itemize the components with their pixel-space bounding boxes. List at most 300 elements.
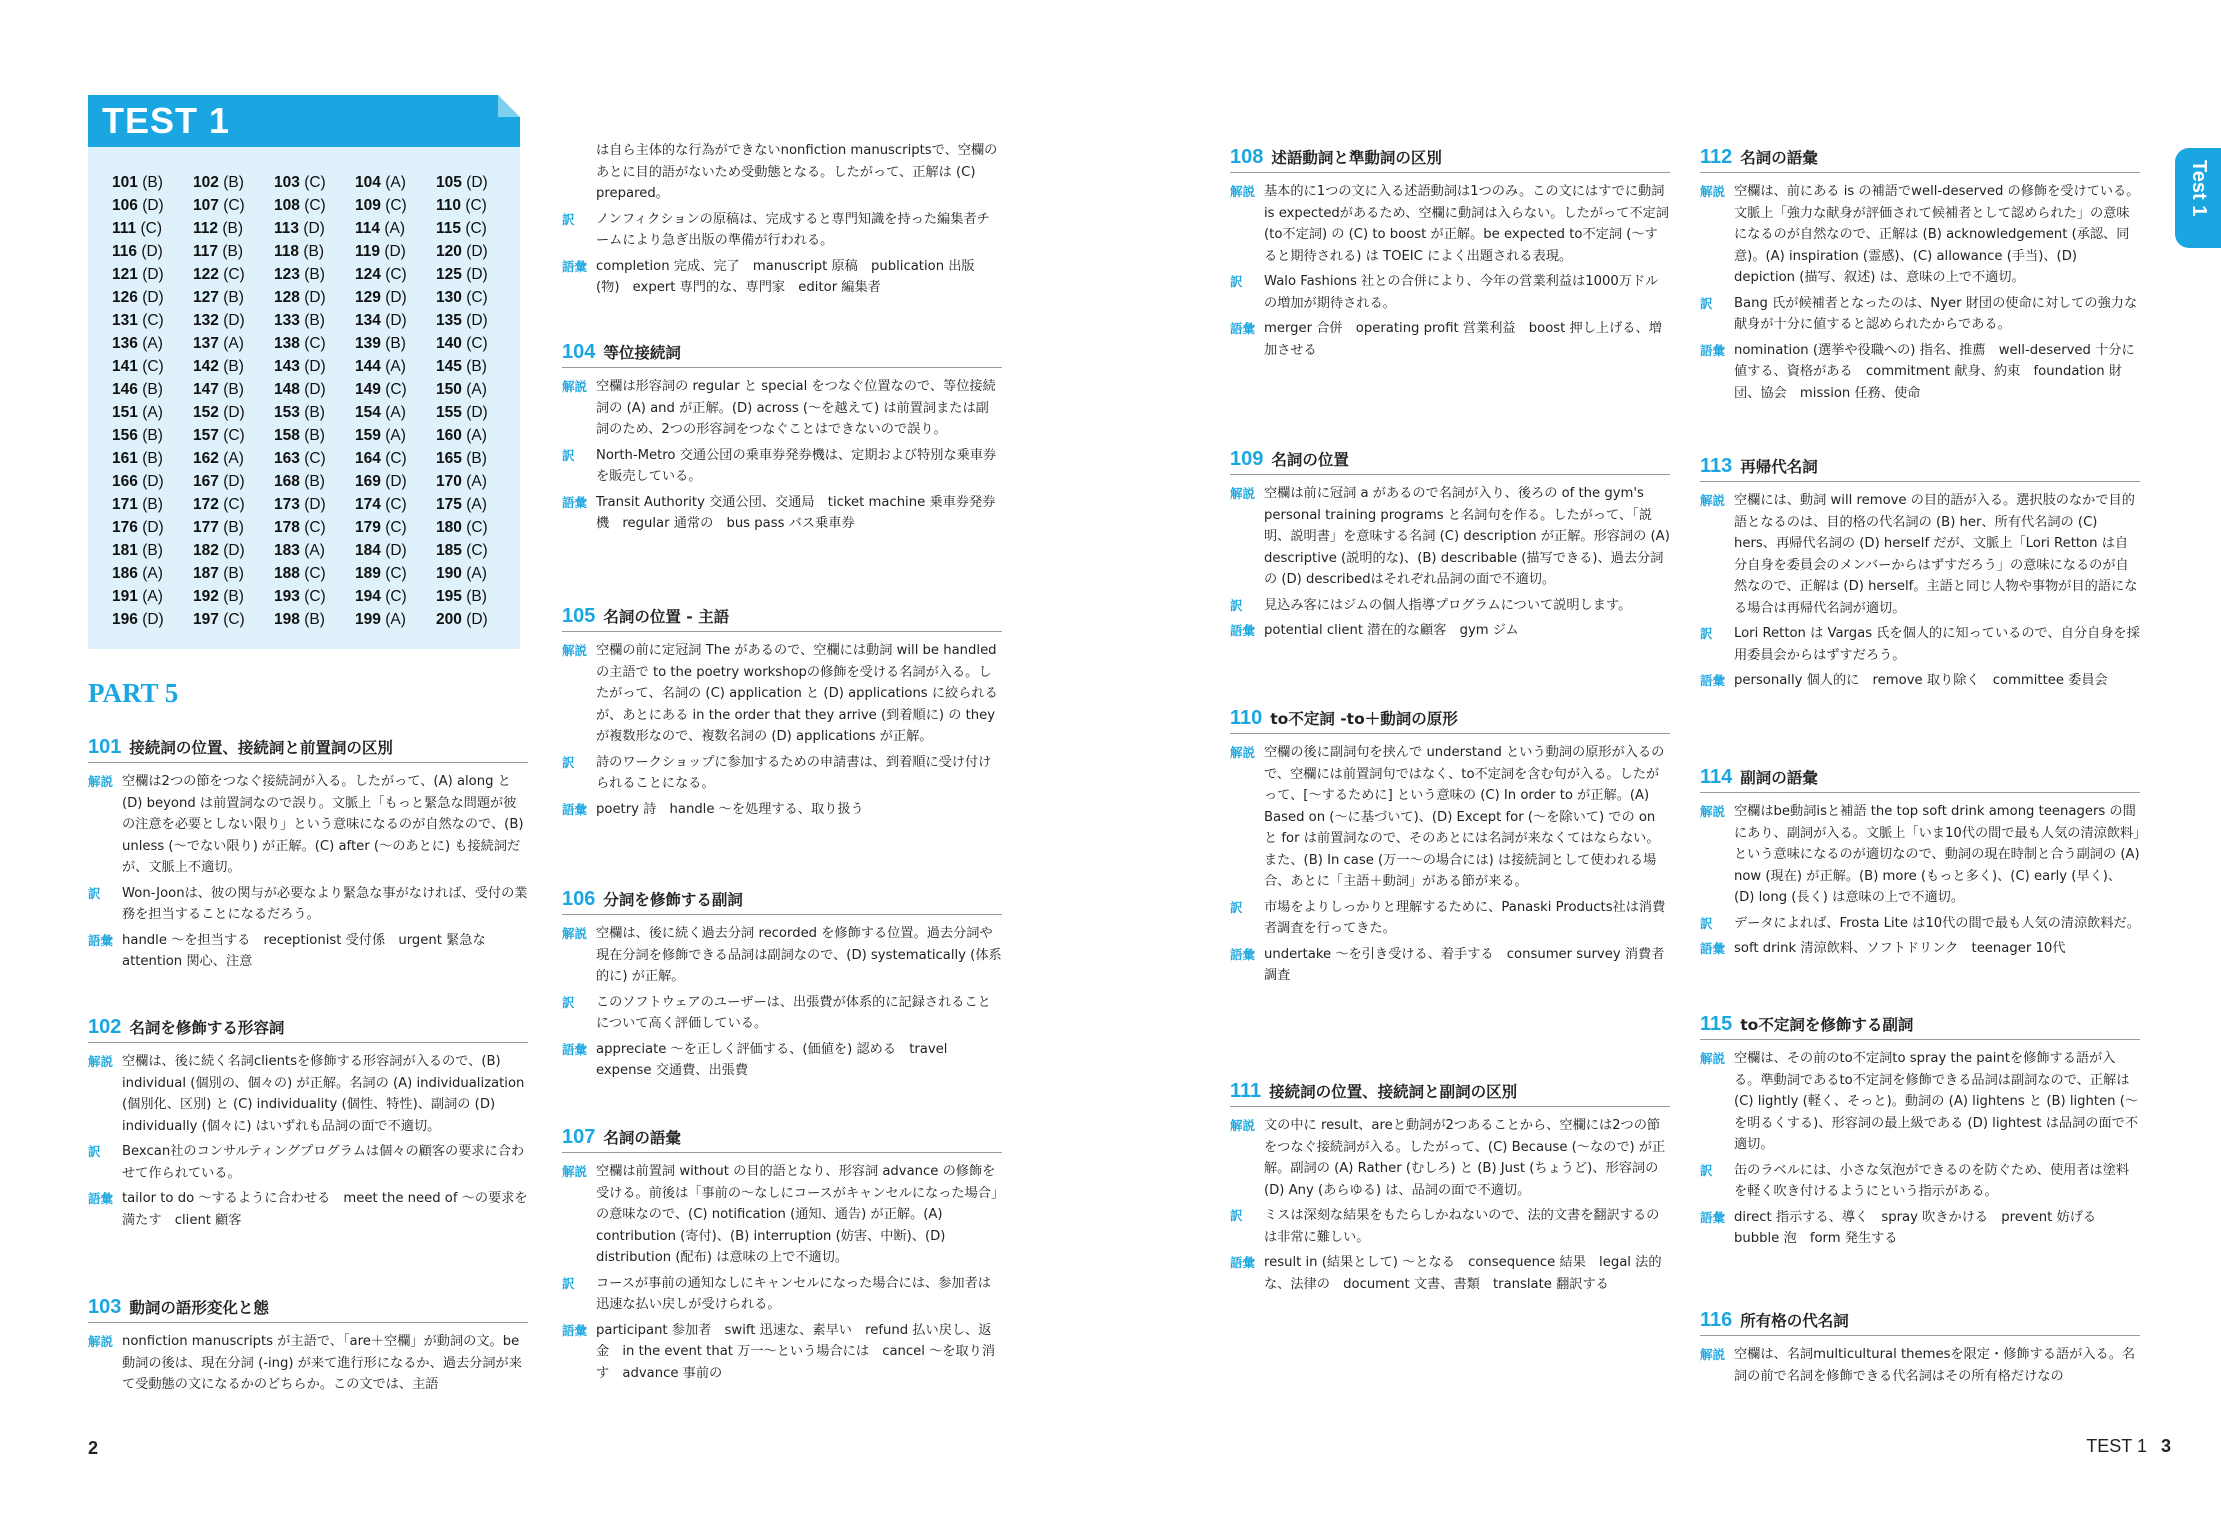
answer-choice: (A) bbox=[304, 542, 325, 559]
question-title: 再帰代名詞 bbox=[1740, 458, 1818, 476]
question-116 bbox=[1700, 1309, 2140, 1391]
answer-number: 107 bbox=[193, 197, 219, 214]
question-number: 106 bbox=[562, 888, 596, 910]
answer-choice: (B) bbox=[142, 450, 163, 467]
answer-choice: (B) bbox=[223, 289, 244, 306]
answer-choice: (D) bbox=[466, 243, 488, 260]
explanation-label: 解説 bbox=[1230, 745, 1256, 760]
answer-number: 159 bbox=[355, 427, 381, 444]
question-number: 115 bbox=[1700, 1013, 1733, 1035]
answer-choice: (B) bbox=[142, 542, 163, 559]
vocabulary-label: 語彙 bbox=[1230, 1255, 1256, 1270]
translation-row bbox=[1700, 913, 2140, 935]
answer-number: 121 bbox=[112, 266, 138, 283]
question-110 bbox=[1230, 707, 1670, 991]
translation-text: データによれば、Frosta Lite は10代の間で最も人気の清涼飲料だ。 bbox=[1734, 915, 2140, 931]
answer-key-item bbox=[112, 357, 193, 377]
answer-key-item bbox=[112, 610, 193, 630]
answer-choice: (A) bbox=[385, 358, 406, 375]
explanation-label: 解説 bbox=[562, 926, 588, 941]
answer-key-item bbox=[436, 380, 517, 400]
question-number: 103 bbox=[88, 1296, 122, 1318]
explanation-label: 解説 bbox=[1230, 486, 1256, 501]
explanation-label: 解説 bbox=[1700, 804, 1726, 819]
vocabulary-row bbox=[1230, 944, 1670, 987]
vocabulary-row bbox=[562, 1039, 1002, 1082]
answer-key-item bbox=[112, 380, 193, 400]
question-111 bbox=[1230, 1080, 1670, 1299]
question-107 bbox=[562, 1126, 1002, 1388]
explanation-row bbox=[562, 923, 1002, 988]
question-title: 述語動詞と準動詞の区別 bbox=[1271, 149, 1442, 167]
question-number: 110 bbox=[1230, 707, 1263, 729]
translation-label: 訳 bbox=[1700, 295, 1713, 311]
answer-key-item bbox=[193, 196, 274, 216]
answer-key-item bbox=[355, 288, 436, 308]
answer-number: 149 bbox=[355, 381, 381, 398]
answer-choice: (D) bbox=[466, 611, 488, 628]
part-title: PART 5 bbox=[88, 678, 179, 708]
answer-choice: (B) bbox=[385, 335, 406, 352]
answer-choice: (D) bbox=[304, 289, 326, 306]
question-title: to不定詞 -to＋動詞の原形 bbox=[1270, 710, 1458, 728]
answer-number: 101 bbox=[112, 174, 138, 191]
answer-key-item bbox=[274, 495, 355, 515]
answer-key-item bbox=[355, 541, 436, 561]
answer-number: 168 bbox=[274, 473, 300, 490]
answer-choice: (C) bbox=[466, 519, 488, 536]
explanation-row bbox=[1230, 181, 1670, 267]
answer-number: 170 bbox=[436, 473, 462, 490]
answer-number: 180 bbox=[436, 519, 462, 536]
answer-key-item bbox=[112, 242, 193, 262]
translation-label: 訳 bbox=[1700, 1162, 1713, 1178]
answer-number: 199 bbox=[355, 611, 381, 628]
answer-choice: (C) bbox=[304, 519, 326, 536]
vocabulary-label: 語彙 bbox=[1230, 321, 1256, 336]
answer-choice: (C) bbox=[304, 335, 326, 352]
question-title: 副詞の語彙 bbox=[1740, 769, 1818, 787]
answer-number: 174 bbox=[355, 496, 381, 513]
vocabulary-label: 語彙 bbox=[1230, 623, 1256, 638]
answer-number: 155 bbox=[436, 404, 462, 421]
answer-key-item bbox=[274, 449, 355, 469]
answer-choice: (A) bbox=[223, 450, 244, 467]
answer-choice: (C) bbox=[304, 588, 326, 605]
answer-number: 197 bbox=[193, 611, 219, 628]
question-heading bbox=[88, 1296, 528, 1323]
answer-choice: (A) bbox=[385, 404, 406, 421]
answer-choice: (C) bbox=[142, 312, 164, 329]
question-heading bbox=[1230, 1080, 1670, 1107]
question-112 bbox=[1700, 146, 2140, 408]
question-heading bbox=[562, 605, 1002, 632]
question-title: 動詞の語形変化と態 bbox=[129, 1299, 269, 1317]
question-number: 112 bbox=[1700, 146, 1733, 168]
answer-number: 150 bbox=[436, 381, 462, 398]
question-heading bbox=[1700, 1013, 2140, 1040]
answer-choice: (B) bbox=[223, 588, 244, 605]
answer-key-item bbox=[193, 426, 274, 446]
page-number-right: 3 bbox=[2160, 1436, 2171, 1456]
question-title: 名詞を修飾する形容詞 bbox=[129, 1019, 285, 1037]
answer-choice: (C) bbox=[304, 197, 326, 214]
vocabulary-text: direct 指示する、導く spray 吹きかける prevent 妨げる bubble 泡 form 発生する bbox=[1734, 1209, 2110, 1246]
vocabulary-row bbox=[1230, 1252, 1670, 1295]
answer-key-item bbox=[193, 311, 274, 331]
explanation-label: 解説 bbox=[562, 643, 588, 658]
translation-label: 訳 bbox=[1230, 1208, 1243, 1223]
question-heading bbox=[1700, 455, 2140, 482]
answer-choice: (C) bbox=[304, 450, 326, 467]
translation-row bbox=[1700, 293, 2140, 336]
vocabulary-label: 語彙 bbox=[1700, 342, 1726, 358]
translation-row bbox=[1230, 271, 1670, 314]
question-101 bbox=[88, 736, 528, 977]
answer-number: 165 bbox=[436, 450, 462, 467]
answer-key-item bbox=[274, 357, 355, 377]
answer-key-item bbox=[193, 219, 274, 239]
answer-choice: (D) bbox=[384, 243, 406, 260]
question-title: 名詞の位置 bbox=[1271, 451, 1349, 469]
question-number: 104 bbox=[562, 341, 596, 363]
vocabulary-label: 語彙 bbox=[562, 494, 588, 510]
answer-key-item bbox=[355, 403, 436, 423]
answer-key-item bbox=[193, 173, 274, 193]
question-number: 109 bbox=[1230, 448, 1264, 470]
answer-number: 182 bbox=[193, 542, 219, 559]
answer-key-item bbox=[355, 311, 436, 331]
answer-number: 119 bbox=[355, 243, 381, 260]
answer-number: 139 bbox=[355, 335, 381, 352]
side-tab bbox=[2175, 148, 2221, 248]
vocabulary-label: 語彙 bbox=[88, 1191, 114, 1206]
question-102 bbox=[88, 1016, 528, 1235]
answer-choice: (B) bbox=[304, 312, 325, 329]
question-105 bbox=[562, 605, 1002, 824]
vocabulary-label: 語彙 bbox=[562, 1041, 588, 1057]
explanation-label: 解説 bbox=[562, 379, 588, 394]
explanation-continued-text: は自ら主体的な行為ができないnonfiction manuscriptsで、空欄のあとに目的語がないため受動態となる。したがって、正解は (C) prepared。 bbox=[596, 143, 998, 201]
answer-number: 162 bbox=[193, 450, 219, 467]
answer-number: 127 bbox=[193, 289, 219, 306]
question-heading bbox=[562, 888, 1002, 915]
explanation-text: 空欄の前に定冠詞 The があるので、空欄には動詞 will be handled の主語で to the poetry workshopの修飾を受ける名詞が入る。したがって、名詞の (C) application と (D) applications に絞られるが、あとにある in the order that they arrive (到着順に) の they が複数形なので、複数名詞の (D) applications が正解。 bbox=[596, 643, 998, 744]
answer-number: 120 bbox=[436, 243, 462, 260]
answer-key-item bbox=[112, 288, 193, 308]
explanation-label: 解説 bbox=[1700, 493, 1726, 508]
answer-choice: (A) bbox=[466, 496, 487, 513]
question-number: 108 bbox=[1230, 146, 1264, 168]
answer-key-item bbox=[112, 495, 193, 515]
answer-choice: (A) bbox=[385, 174, 406, 191]
question-heading bbox=[88, 736, 528, 763]
explanation-row bbox=[88, 1331, 528, 1396]
answer-choice: (D) bbox=[385, 312, 407, 329]
answer-choice: (D) bbox=[304, 381, 326, 398]
translation-text: ミスは深刻な結果をもたらしかねないので、法的文書を翻訳するのは非常に難しい。 bbox=[1264, 1208, 1660, 1245]
vocabulary-text: Transit Authority 交通公団、交通局 ticket machine 乗車券発券機 regular 通常の bus pass バス乗車券 bbox=[596, 494, 996, 531]
explanation-row bbox=[1700, 801, 2140, 909]
translation-label: 訳 bbox=[1700, 626, 1713, 641]
answer-key-item bbox=[274, 564, 355, 584]
translation-text: North-Metro 交通公団の乗車券発券機は、定期および特別な乗車券を販売している。 bbox=[596, 447, 997, 484]
answer-choice: (D) bbox=[142, 289, 164, 306]
answer-choice: (C) bbox=[304, 565, 326, 582]
answer-choice: (C) bbox=[140, 220, 162, 237]
answer-choice: (D) bbox=[304, 358, 326, 375]
explanation-label: 解説 bbox=[1230, 184, 1256, 199]
answer-number: 147 bbox=[193, 381, 219, 398]
answer-choice: (D) bbox=[466, 266, 488, 283]
vocabulary-row bbox=[562, 492, 1002, 535]
answer-number: 161 bbox=[112, 450, 138, 467]
answer-choice: (B) bbox=[303, 243, 324, 260]
answer-key-item bbox=[112, 564, 193, 584]
banner-fold-corner bbox=[498, 95, 520, 117]
answer-number: 154 bbox=[355, 404, 381, 421]
answer-number: 153 bbox=[274, 404, 300, 421]
question-115 bbox=[1700, 1013, 2140, 1254]
answer-key-item bbox=[193, 380, 274, 400]
vocabulary-text: soft drink 清涼飲料、ソフトドリンク teenager 10代 bbox=[1734, 941, 2066, 956]
vocabulary-label: 語彙 bbox=[562, 801, 588, 817]
vocabulary-text: potential client 潜在的な顧客 gym ジム bbox=[1264, 623, 1519, 638]
answer-choice: (C) bbox=[385, 381, 407, 398]
answer-choice: (C) bbox=[142, 358, 164, 375]
answer-choice: (C) bbox=[385, 266, 407, 283]
answer-key-item bbox=[436, 173, 517, 193]
answer-number: 187 bbox=[193, 565, 219, 582]
translation-label: 訳 bbox=[562, 754, 575, 770]
explanation-row bbox=[1700, 1344, 2140, 1387]
explanation-row bbox=[562, 640, 1002, 748]
vocabulary-text: appreciate 〜を正しく評価する、(価値を) 認める travel expense 交通費、出張費 bbox=[596, 1041, 948, 1078]
explanation-row bbox=[562, 1161, 1002, 1269]
question-number: 102 bbox=[88, 1016, 122, 1038]
answer-key-item bbox=[193, 541, 274, 561]
answer-key-item bbox=[112, 173, 193, 193]
answer-number: 184 bbox=[355, 542, 381, 559]
answer-number: 169 bbox=[355, 473, 381, 490]
explanation-label: 解説 bbox=[88, 1334, 114, 1349]
answer-choice: (C) bbox=[304, 174, 326, 191]
answer-number: 144 bbox=[355, 358, 381, 375]
answer-choice: (D) bbox=[303, 220, 325, 237]
answer-key-item bbox=[355, 380, 436, 400]
answer-key-item bbox=[274, 472, 355, 492]
explanation-text: 空欄は、名詞multicultural themesを限定・修飾する語が入る。名詞の前で名詞を修飾できる代名詞はその所有格だけなの bbox=[1734, 1347, 2136, 1384]
answer-key-item bbox=[112, 219, 193, 239]
explanation-row bbox=[1230, 1115, 1670, 1201]
explanation-text: 空欄には、動詞 will remove の目的語が入る。選択肢のなかで目的語となるのは、目的格の代名詞の (B) her、所有代名詞の (C) hers、再帰代名詞の (D) herself だが、文脈上「Lori Retton は自分自身を委員会のメンバーからはずすだろう」の意味になるのが自然なので、正解は (D) herself。主語と同じ人物や事物が目的語になる場合は再帰代名詞が適切。 bbox=[1734, 493, 2138, 616]
answer-choice: (A) bbox=[466, 427, 487, 444]
answer-choice: (A) bbox=[466, 473, 487, 490]
answer-key-item bbox=[355, 518, 436, 538]
explanation-text: 空欄は、その前のto不定詞to spray the paintを修飾する語が入る。準動詞であるto不定詞を修飾できる品詞は副詞なので、正解は (C) lightly (軽く、そっと)。動詞の (A) lightens と (B) lighten (〜を明るくする)、形容詞の最上級である (D) lightest は品詞の面で不適切。 bbox=[1734, 1051, 2139, 1152]
translation-label: 訳 bbox=[1700, 915, 1713, 931]
explanation-label: 解説 bbox=[1230, 1118, 1256, 1133]
answer-choice: (B) bbox=[304, 611, 325, 628]
translation-label: 訳 bbox=[562, 211, 575, 227]
answer-choice: (D) bbox=[466, 312, 488, 329]
answer-choice: (D) bbox=[466, 174, 488, 191]
answer-number: 104 bbox=[355, 174, 381, 191]
answer-key-item bbox=[274, 334, 355, 354]
answer-number: 143 bbox=[274, 358, 300, 375]
answer-key-item bbox=[436, 196, 517, 216]
question-104 bbox=[562, 341, 1002, 539]
answer-key-item bbox=[436, 242, 517, 262]
translation-text: ノンフィクションの原稿は、完成すると専門知識を持った編集者チームにより急ぎ出版の準備が行われる。 bbox=[596, 211, 990, 248]
answer-choice: (C) bbox=[466, 542, 488, 559]
question-title: 名詞の語彙 bbox=[603, 1129, 681, 1147]
answer-number: 166 bbox=[112, 473, 138, 490]
answer-key-item bbox=[112, 311, 193, 331]
answer-key-item bbox=[436, 288, 517, 308]
answer-key-item bbox=[193, 610, 274, 630]
answer-key-item bbox=[112, 426, 193, 446]
translation-label: 訳 bbox=[88, 885, 101, 901]
answer-number: 110 bbox=[436, 197, 462, 214]
translation-label: 訳 bbox=[1230, 597, 1243, 613]
translation-row bbox=[88, 1141, 528, 1184]
vocabulary-label: 語彙 bbox=[562, 1322, 588, 1338]
answer-number: 124 bbox=[355, 266, 381, 283]
footer-label: TEST 1 bbox=[2086, 1436, 2147, 1456]
translation-label: 訳 bbox=[562, 1275, 575, 1291]
answer-key-item bbox=[436, 219, 517, 239]
answer-key-item bbox=[274, 311, 355, 331]
answer-number: 123 bbox=[274, 266, 300, 283]
answer-choice: (A) bbox=[384, 220, 405, 237]
answer-key-item bbox=[274, 403, 355, 423]
vocabulary-row bbox=[1700, 1207, 2140, 1250]
answer-number: 126 bbox=[112, 289, 138, 306]
answer-number: 129 bbox=[355, 289, 381, 306]
answer-key-item bbox=[355, 242, 436, 262]
answer-number: 125 bbox=[436, 266, 462, 283]
answer-choice: (B) bbox=[223, 519, 244, 536]
translation-label: 訳 bbox=[562, 447, 575, 463]
explanation-row bbox=[1230, 742, 1670, 893]
vocabulary-text: personally 個人的に remove 取り除く committee 委員会 bbox=[1734, 673, 2108, 688]
question-number: 116 bbox=[1700, 1309, 1733, 1331]
answer-choice: (C) bbox=[465, 197, 487, 214]
side-tab-label: Test 1 bbox=[2188, 160, 2210, 217]
answer-number: 112 bbox=[193, 220, 219, 237]
answer-number: 103 bbox=[274, 174, 300, 191]
answer-key-item bbox=[112, 518, 193, 538]
answer-key-item bbox=[274, 196, 355, 216]
answer-choice: (B) bbox=[223, 381, 244, 398]
question-heading bbox=[1230, 146, 1670, 173]
translation-row bbox=[1230, 897, 1670, 940]
translation-row bbox=[562, 752, 1002, 795]
vocabulary-text: handle 〜を担当する receptionist 受付係 urgent 緊急な attention 関心、注意 bbox=[122, 932, 499, 969]
explanation-text: 空欄の後に副詞句を挟んで understand という動詞の原形が入るので、空欄には前置詞句ではなく、to不定詞を含む句が入る。したがって、[〜するために] という意味の (C) In order to が正解。(A) Based on (〜に基づいて)、(D) Except for (〜を除いて) での on と for は前置詞なので、そのあとには名詞が来なくてはならない。また、(B) In case (万一〜の場合には) は接続詞として使われる場合、あとに「主語＋動詞」がある節が来る。 bbox=[1264, 745, 1665, 889]
translation-text: Won-Joonは、彼の関与が必要なより緊急な事がなければ、受付の業務を担当することになるだろう。 bbox=[122, 885, 528, 922]
answer-choice: (D) bbox=[223, 312, 245, 329]
answer-choice: (C) bbox=[385, 588, 407, 605]
translation-row bbox=[562, 992, 1002, 1035]
answer-choice: (A) bbox=[142, 565, 163, 582]
translation-text: 見込み客にはジムの個人指導プログラムについて説明します。 bbox=[1264, 597, 1632, 613]
translation-text: Bang 氏が候補者となったのは、Nyer 財団の使命に対しての強力な献身が十分に値すると認められたからである。 bbox=[1734, 295, 2138, 332]
translation-row bbox=[562, 445, 1002, 488]
vocabulary-text: poetry 詩 handle 〜を処理する、取り扱う bbox=[596, 801, 864, 817]
vocabulary-row bbox=[1230, 318, 1670, 361]
answer-choice: (D) bbox=[223, 404, 245, 421]
answer-key-item bbox=[193, 495, 274, 515]
explanation-text: 空欄は、後に続く過去分詞 recorded を修飾する位置。過去分詞や現在分詞を修飾できる品詞は副詞なので、(D) systematically (体系的に) が正解。 bbox=[596, 926, 1002, 984]
answer-choice: (D) bbox=[142, 519, 164, 536]
answer-key-item bbox=[355, 426, 436, 446]
answer-number: 160 bbox=[436, 427, 462, 444]
explanation-text: 空欄は前置詞 without の目的語となり、形容詞 advance の修飾を受ける。前後は「事前の〜なしにコースがキャンセルになった場合」の意味なので、(C) notification (通知、通告) が正解。(A) contribution (寄付)、(B) interruption (妨害、中断)、(D) distribution (配布) は意味の上で不適切。 bbox=[596, 1164, 998, 1265]
answer-number: 176 bbox=[112, 519, 138, 536]
translation-row bbox=[1700, 623, 2140, 666]
answer-key-item bbox=[193, 288, 274, 308]
answer-key-item bbox=[112, 334, 193, 354]
explanation-row bbox=[88, 1051, 528, 1137]
answer-key-item bbox=[274, 173, 355, 193]
explanation-row bbox=[1700, 490, 2140, 619]
answer-key-item bbox=[112, 541, 193, 561]
answer-key-item bbox=[112, 472, 193, 492]
answer-choice: (B) bbox=[304, 266, 325, 283]
footer bbox=[2086, 1436, 2171, 1457]
explanation-text: 空欄はbe動詞isと補語 the top soft drink among teenagers の間にあり、副詞が入る。文脈上「いま10代の間で最も人気の清涼飲料」という意味になるのが適切なので、動詞の現在時制と合う副詞の (A) now (現在) が正解。(B) more (もっと多く)、(C) early (早く)、(D) long (長く) は意味の上で不適切。 bbox=[1734, 804, 2140, 905]
answer-choice: (D) bbox=[385, 542, 407, 559]
answer-number: 137 bbox=[193, 335, 219, 352]
question-title: 名詞の語彙 bbox=[1740, 149, 1818, 167]
explanation-row bbox=[1700, 181, 2140, 289]
answer-choice: (D) bbox=[142, 611, 164, 628]
answer-choice: (B) bbox=[304, 427, 325, 444]
answer-choice: (C) bbox=[385, 496, 407, 513]
answer-key-item bbox=[274, 219, 355, 239]
answer-key-item bbox=[112, 196, 193, 216]
translation-text: 缶のラベルには、小さな気泡ができるのを防ぐため、使用者は塗料を軽く吹き付けるようにという指示がある。 bbox=[1734, 1162, 2130, 1199]
answer-choice: (D) bbox=[304, 496, 326, 513]
question-title: 分詞を修飾する副詞 bbox=[603, 891, 743, 909]
question-108 bbox=[1230, 146, 1670, 365]
answer-choice: (B) bbox=[222, 220, 243, 237]
answer-choice: (C) bbox=[465, 220, 487, 237]
question-109 bbox=[1230, 448, 1670, 646]
translation-text: Lori Retton は Vargas 氏を個人的に知っているので、自分自身を採用委員会からはずすだろう。 bbox=[1734, 626, 2140, 663]
question-title: 名詞の位置 - 主語 bbox=[603, 608, 730, 626]
answer-choice: (D) bbox=[142, 473, 164, 490]
question-number: 105 bbox=[562, 605, 596, 627]
question-heading bbox=[562, 1126, 1002, 1153]
translation-row bbox=[88, 883, 528, 926]
answer-key-item bbox=[193, 265, 274, 285]
answer-choice: (A) bbox=[385, 427, 406, 444]
answer-number: 142 bbox=[193, 358, 219, 375]
answer-key-item bbox=[193, 403, 274, 423]
answer-key-item bbox=[436, 311, 517, 331]
question-heading bbox=[562, 341, 1002, 368]
answer-number: 116 bbox=[112, 243, 138, 260]
answer-choice: (B) bbox=[142, 496, 163, 513]
answer-choice: (B) bbox=[142, 427, 163, 444]
answer-key-item bbox=[112, 265, 193, 285]
answer-choice: (D) bbox=[142, 197, 164, 214]
answer-key-item bbox=[193, 357, 274, 377]
explanation-text: 基本的に1つの文に入る述語動詞は1つのみ。この文にはすでに動詞is expectedがあるため、空欄に動詞は入らない。したがって不定詞 (to不定詞) の (C) to boost が正解。be expected to不定詞 (〜すると期待される) は TOEIC によく出題される表現。 bbox=[1264, 184, 1669, 264]
